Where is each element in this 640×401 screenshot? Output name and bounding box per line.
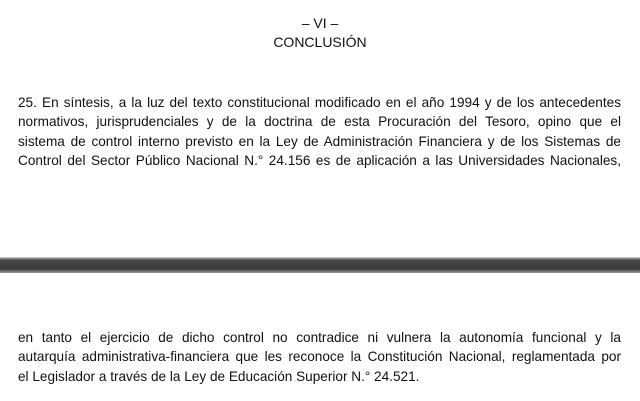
paragraph-line: el Legislador a través de la Ley de Educación Superior N.° 24.521. <box>18 368 420 384</box>
paragraph-line: Control del Sector Público Nacional N.° 24.156 es de aplicación a las Universidades Nacionales, <box>18 152 621 168</box>
section-number: – VI – <box>301 15 339 31</box>
paragraph-line: normativos, jurisprudenciales y de la doctrina de esta Procuración del Tesoro, opino que el <box>18 114 621 130</box>
page-break-divider <box>0 257 640 273</box>
paragraph-line: en tanto el ejercicio de dicho control no contradice ni vulnera la autonomía funcional y la <box>18 330 621 345</box>
section-title: CONCLUSIÓN <box>273 34 367 50</box>
paragraph-line: 25. En síntesis, a la luz del texto constitucional modificado en el año 1994 y de los antecedentes <box>18 95 621 110</box>
conclusion-paragraph-bottom <box>18 328 621 386</box>
paragraph-line: autarquía administrativa-financiera que les reconoce la Constitución Nacional, reglamentada por <box>18 349 621 365</box>
conclusion-paragraph-top <box>18 93 621 170</box>
paragraph-line: sistema de control interno previsto en la Ley de Administración Financiera y de los Sistemas de <box>18 133 621 149</box>
